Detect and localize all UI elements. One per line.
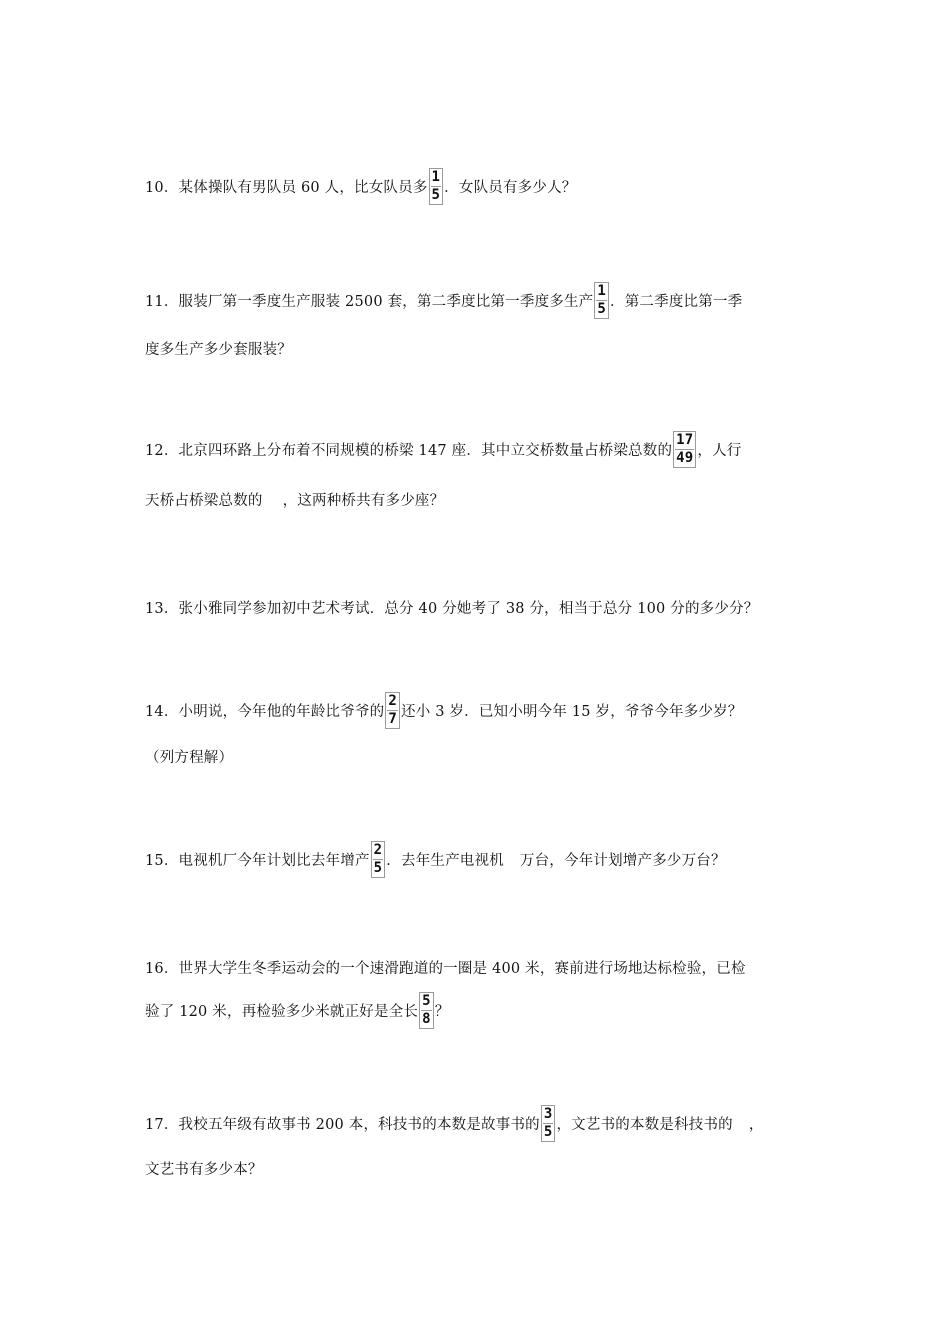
problem-12-line-1 [145,431,742,467]
problem-16-text-a: 16．世界大学生冬季运动会的一个速滑跑道的一圈是 400 米，赛前进行场地达标检验，已检 [145,960,746,977]
problem-11-text-a: 11．服装厂第一季度生产服装 2500 套，第二季度比第一季度多生产 [145,293,594,310]
fraction-17-49 [673,431,696,468]
fraction-numerator: 1 [431,168,441,185]
fraction-numerator: 1 [597,282,607,299]
problem-14-text-b: 还小 3 岁．已知小明今年 15 岁，爷爷今年多少岁？ [401,703,743,720]
problem-14-text-a: 14．小明说，今年他的年龄比爷爷的 [145,703,385,720]
problem-14-line-1 [145,692,743,728]
fraction-denominator: 5 [373,859,383,876]
problem-17-text-a: 17．我校五年级有故事书 200 本，科技书的本数是故事书的 [145,1116,540,1133]
problem-12-text-b: ，人行 [697,442,742,459]
problem-17-line-2 [145,1150,263,1186]
fraction-numerator: 3 [543,1105,553,1122]
problem-10-text-a: 10．某体操队有男队员 60 人，比女队员多 [145,179,428,196]
problem-17-line-1 [145,1105,764,1141]
problem-17-text-line2: 文艺书有多少本？ [145,1161,263,1178]
fraction-1-5 [594,282,609,319]
problem-11-text-b: ．第二季度比第一季 [610,293,743,310]
problem-15-text-a: 15．电视机厂今年计划比去年增产 [145,852,370,869]
problem-16-line-1 [145,949,746,985]
problem-16-text-line2a: 验了 120 米，再检验多少米就正好是全长 [145,1003,419,1020]
problem-11-line-1 [145,282,742,318]
problem-11-text-line2: 度多生产多少套服装？ [145,341,292,358]
fraction-denominator: 5 [597,300,607,317]
fraction-numerator: 2 [388,692,397,709]
fraction-numerator: 2 [373,841,383,858]
problem-17-text-c: ， [748,1116,764,1133]
problem-11-line-2 [145,330,292,366]
fraction-2-5 [371,841,386,878]
fraction-denominator: 5 [431,186,441,203]
problem-16-line-2 [145,992,449,1028]
problem-12-text-line2b: ，这两种桥共有多少座？ [282,492,445,509]
fraction-denominator: 8 [422,1010,431,1027]
fraction-5-8 [419,992,434,1029]
problem-13-line-1 [145,589,758,625]
fraction-numerator: 17 [676,431,694,448]
problem-12-text-a: 12．北京四环路上分布着不同规模的桥梁 147 座．其中立交桥数量占桥梁总数的 [145,442,673,459]
problem-16-text-line2b: ？ [434,1003,450,1020]
fraction-1-5 [429,168,444,205]
problem-17-text-b: ，文艺书的本数是科技书的 [556,1116,733,1133]
problem-14-text-line2: （列方程解） [145,749,234,766]
fraction-3-5 [541,1105,556,1142]
problem-12-text-line2a: 天桥占桥梁总数的 [145,492,263,509]
problem-14-line-2 [145,738,233,774]
fraction-denominator: 5 [543,1123,553,1140]
problem-12-line-2 [145,481,444,517]
problem-10-text-b: ．女队员有多少人？ [444,179,577,196]
fraction-denominator: 7 [388,710,397,727]
problem-15-line-1 [145,841,726,877]
problem-15-text-b: ．去年生产电视机 [386,852,504,869]
problem-15-text-c: 万台，今年计划增产多少万台？ [519,852,726,869]
fraction-numerator: 5 [422,992,431,1009]
fraction-2-7 [385,692,400,729]
problem-10-line-1 [145,168,576,204]
problem-13-text-a: 13．张小雅同学参加初中艺术考试．总分 40 分她考了 38 分，相当于总分 100 分的多少分？ [145,600,759,617]
fraction-denominator: 49 [676,449,694,466]
